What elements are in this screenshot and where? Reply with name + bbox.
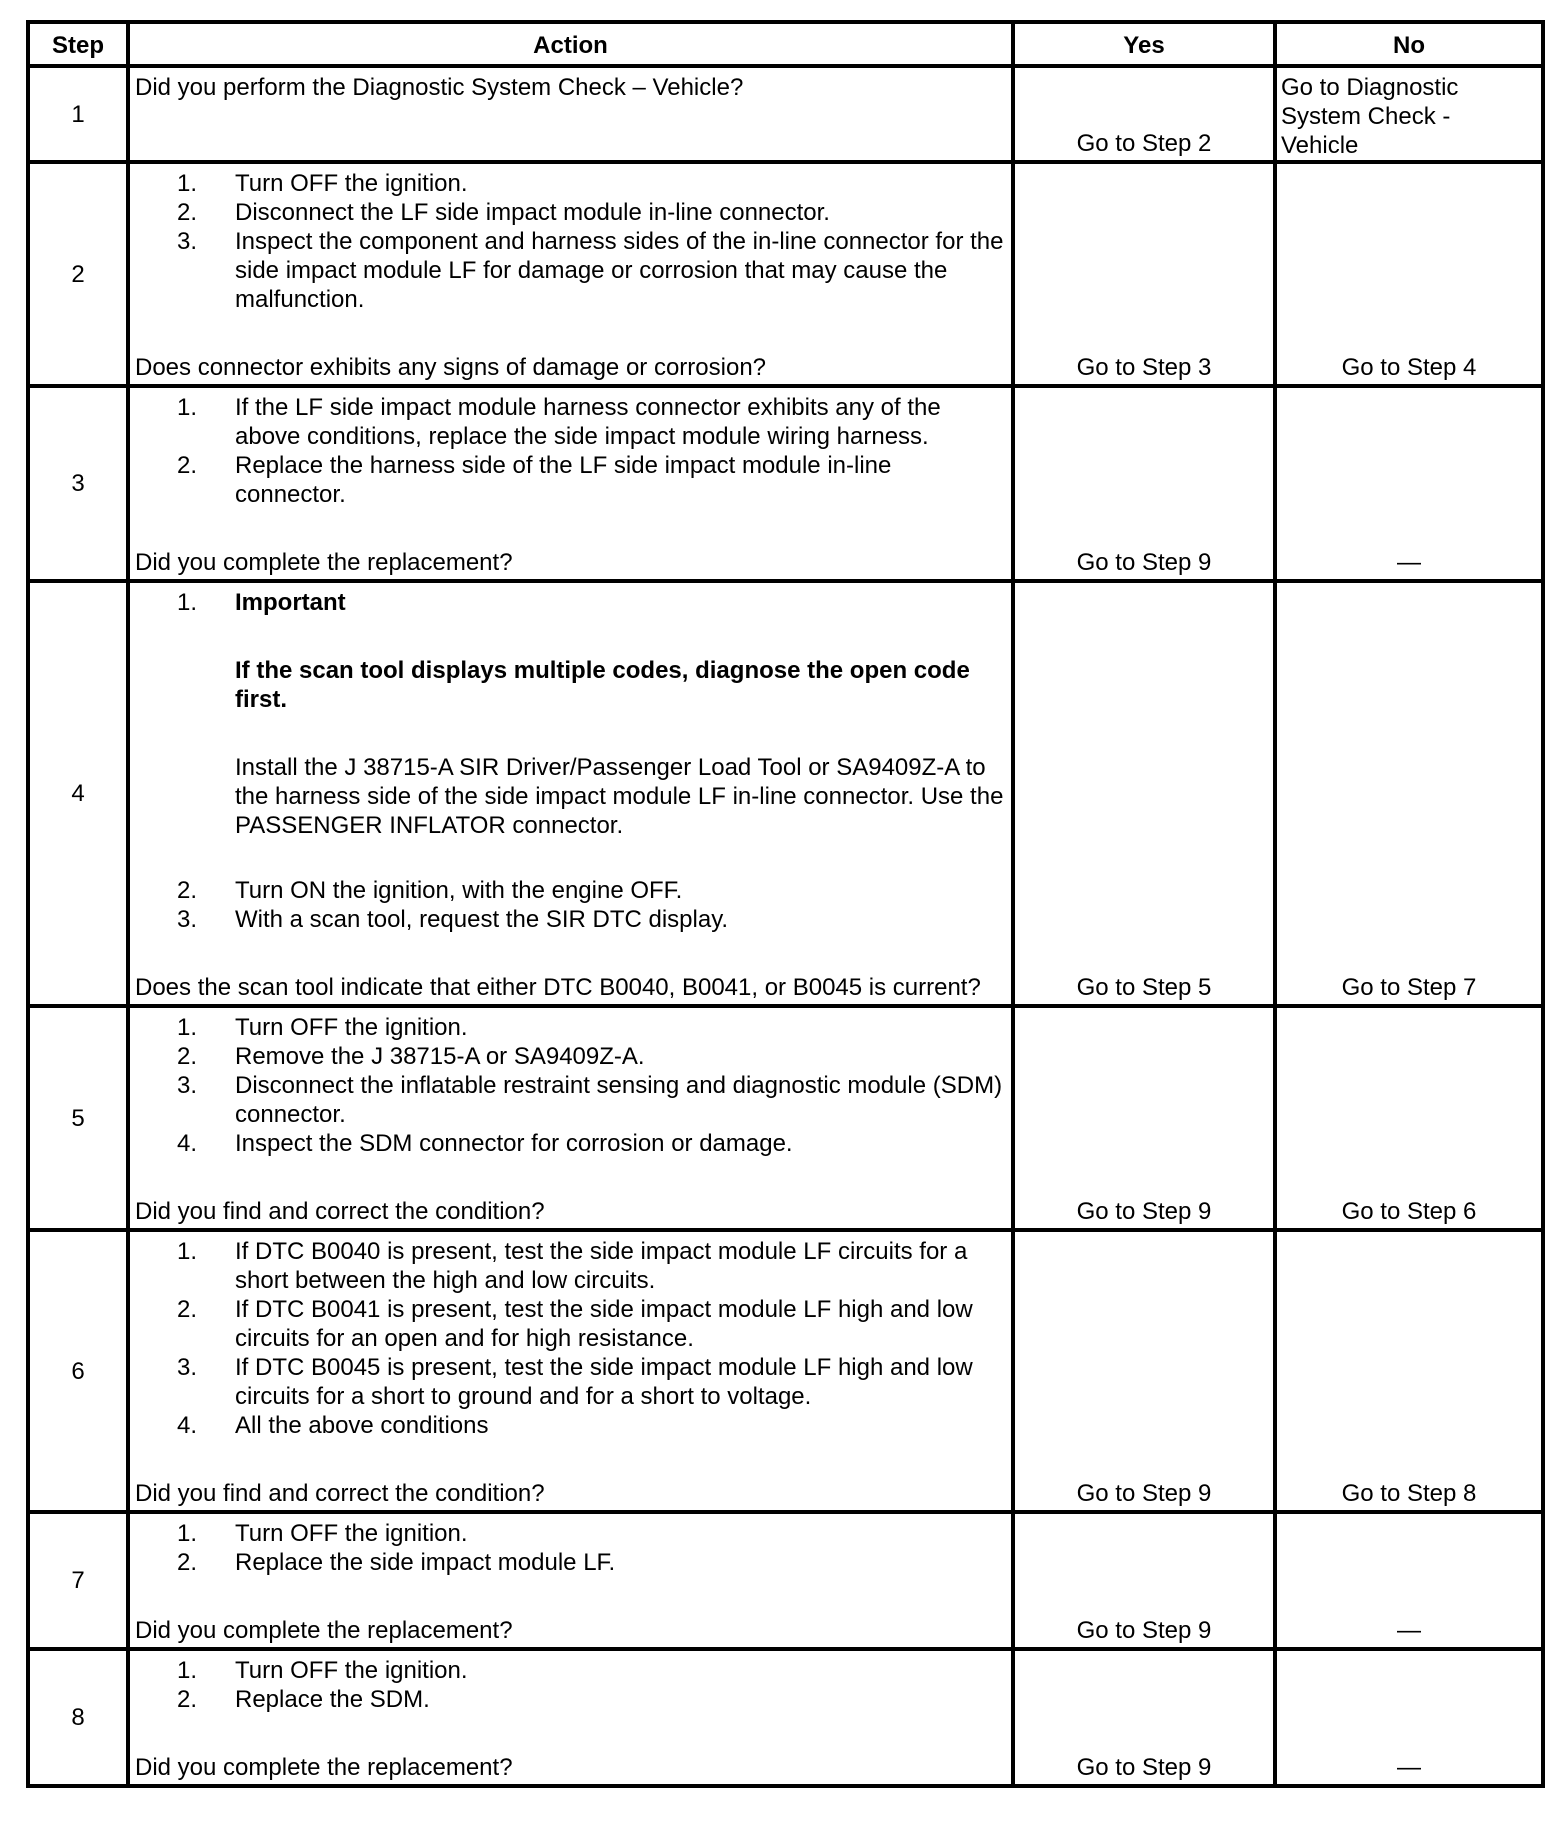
item-text: If the LF side impact module harness connector exhibits any of the above conditions, replace the side impact module wiring harness.	[235, 394, 941, 450]
action-list	[135, 169, 1005, 314]
action-cell	[128, 1006, 1013, 1230]
item-number: 1.	[177, 1238, 198, 1265]
step-number: 5	[28, 1006, 128, 1230]
question: Does connector exhibits any signs of damage or corrosion?	[135, 354, 767, 381]
item-number: 2.	[177, 877, 198, 904]
item-number: 2.	[177, 1549, 198, 1576]
yes-cell: Go to Step 9	[1013, 386, 1275, 581]
item-text: Inspect the component and harness sides of the in-line connector for the side impact module LF for damage or corrosion that may cause the malfunction.	[235, 228, 1004, 313]
action-list	[135, 1237, 1005, 1440]
action-cell	[128, 386, 1013, 581]
header-no: No	[1275, 22, 1543, 66]
yes-cell: Go to Step 9	[1013, 1006, 1275, 1230]
item-number: 1.	[177, 1657, 198, 1684]
no-cell: —	[1275, 1512, 1543, 1649]
list-item	[177, 1411, 1005, 1440]
header-step: Step	[28, 22, 128, 66]
step-number: 1	[28, 66, 128, 162]
install-instruction: Install the J 38715-A SIR Driver/Passenger Load Tool or SA9409Z-A to the harness side of the side impact module LF in-line connector. Use the PASSENGER INFLATOR connector.	[235, 754, 1004, 839]
action-list	[135, 1013, 1005, 1158]
item-text: Turn ON the ignition, with the engine OFF.	[235, 877, 683, 904]
step-number: 2	[28, 162, 128, 386]
item-number: 3.	[177, 1354, 198, 1381]
item-number: 3.	[177, 906, 198, 933]
no-cell: Go to Step 7	[1275, 581, 1543, 1006]
table-row	[28, 386, 1543, 581]
no-cell: —	[1275, 1649, 1543, 1786]
list-item	[177, 393, 1005, 451]
list-item	[177, 905, 1005, 934]
step-number: 3	[28, 386, 128, 581]
header-row	[28, 22, 1543, 66]
no-cell	[1275, 66, 1543, 162]
no-line: Go to Diagnostic	[1281, 74, 1459, 101]
question: Did you complete the replacement?	[135, 549, 513, 576]
list-item	[177, 1237, 1005, 1295]
yes-cell: Go to Step 9	[1013, 1230, 1275, 1512]
item-text: If DTC B0045 is present, test the side impact module LF high and low circuits for a short to ground and for a short to voltage.	[235, 1354, 973, 1410]
action-cell	[128, 162, 1013, 386]
list-item	[177, 1013, 1005, 1042]
item-number: 2.	[177, 452, 198, 479]
yes-cell: Go to Step 9	[1013, 1649, 1275, 1786]
list-item	[177, 1519, 1005, 1548]
item-text: With a scan tool, request the SIR DTC display.	[235, 906, 729, 933]
diagnostic-table	[26, 20, 1545, 1788]
list-item	[177, 169, 1005, 198]
important-label: Important	[235, 589, 346, 616]
table-row	[28, 66, 1543, 162]
action-list	[135, 393, 1005, 509]
table-row	[28, 162, 1543, 386]
action-list	[135, 1656, 1005, 1714]
step-number: 8	[28, 1649, 128, 1786]
no-cell: Go to Step 8	[1275, 1230, 1543, 1512]
important-note: If the scan tool displays multiple codes, diagnose the open code first.	[235, 657, 970, 713]
item-text: If DTC B0040 is present, test the side impact module LF circuits for a short between the high and low circuits.	[235, 1238, 968, 1294]
item-text: Turn OFF the ignition.	[235, 1014, 468, 1041]
list-item	[177, 451, 1005, 509]
no-line: System Check -	[1281, 103, 1451, 130]
step-number: 7	[28, 1512, 128, 1649]
list-item	[177, 1129, 1005, 1158]
item-text: Inspect the SDM connector for corrosion or damage.	[235, 1130, 793, 1157]
list-item	[177, 876, 1005, 905]
table-row	[28, 581, 1543, 1006]
yes-cell: Go to Step 2	[1013, 66, 1275, 162]
item-number: 4.	[177, 1130, 198, 1157]
list-item	[177, 198, 1005, 227]
yes-cell: Go to Step 5	[1013, 581, 1275, 1006]
table-row	[28, 1230, 1543, 1512]
list-item	[177, 1685, 1005, 1714]
item-text: Disconnect the inflatable restraint sensing and diagnostic module (SDM) connector.	[235, 1072, 1003, 1128]
list-item	[177, 1548, 1005, 1577]
table-row	[28, 1512, 1543, 1649]
item-number: 3.	[177, 228, 198, 255]
item-number: 1.	[177, 1014, 198, 1041]
yes-cell: Go to Step 9	[1013, 1512, 1275, 1649]
action-cell	[128, 581, 1013, 1006]
item-text: Turn OFF the ignition.	[235, 1657, 468, 1684]
yes-cell: Go to Step 3	[1013, 162, 1275, 386]
action-list	[135, 588, 1005, 934]
item-number: 2.	[177, 199, 198, 226]
item-number: 2.	[177, 1686, 198, 1713]
header-action: Action	[128, 22, 1013, 66]
item-text: If DTC B0041 is present, test the side impact module LF high and low circuits for an open and for high resistance.	[235, 1296, 973, 1352]
table-row	[28, 1006, 1543, 1230]
item-number: 2.	[177, 1043, 198, 1070]
item-number: 4.	[177, 1412, 198, 1439]
item-number: 1.	[177, 1520, 198, 1547]
no-cell: Go to Step 4	[1275, 162, 1543, 386]
step-number: 6	[28, 1230, 128, 1512]
action-cell	[128, 1512, 1013, 1649]
item-text: Replace the side impact module LF.	[235, 1549, 616, 1576]
list-item	[177, 227, 1005, 314]
question: Does the scan tool indicate that either DTC B0040, B0041, or B0045 is current?	[135, 974, 981, 1001]
action-list	[135, 1519, 1005, 1577]
item-text: Disconnect the LF side impact module in-line connector.	[235, 199, 830, 226]
item-text: Replace the harness side of the LF side impact module in-line connector.	[235, 452, 892, 508]
list-item	[177, 1042, 1005, 1071]
header-yes: Yes	[1013, 22, 1275, 66]
no-cell: —	[1275, 386, 1543, 581]
action-cell	[128, 1649, 1013, 1786]
list-item	[177, 1071, 1005, 1129]
item-text: Replace the SDM.	[235, 1686, 430, 1713]
list-item	[177, 1353, 1005, 1411]
diagnostic-table-sheet	[26, 20, 1541, 1788]
item-text: Turn OFF the ignition.	[235, 1520, 468, 1547]
item-number: 2.	[177, 1296, 198, 1323]
item-number: 1.	[177, 170, 198, 197]
item-text: All the above conditions	[235, 1412, 489, 1439]
question: Did you complete the replacement?	[135, 1754, 513, 1781]
list-item	[177, 1656, 1005, 1685]
question: Did you complete the replacement?	[135, 1617, 513, 1644]
item-text: Turn OFF the ignition.	[235, 170, 468, 197]
table-row	[28, 1649, 1543, 1786]
question: Did you find and correct the condition?	[135, 1480, 545, 1507]
list-item	[177, 588, 1005, 840]
step-number: 4	[28, 581, 128, 1006]
list-item	[177, 1295, 1005, 1353]
item-text: Remove the J 38715-A or SA9409Z-A.	[235, 1043, 645, 1070]
item-number: 1.	[177, 589, 198, 616]
no-cell: Go to Step 6	[1275, 1006, 1543, 1230]
question: Did you perform the Diagnostic System Check – Vehicle?	[135, 74, 744, 101]
no-line: Vehicle	[1281, 132, 1359, 159]
item-number: 3.	[177, 1072, 198, 1099]
item-number: 1.	[177, 394, 198, 421]
action-cell	[128, 1230, 1013, 1512]
question: Did you find and correct the condition?	[135, 1198, 545, 1225]
action-cell	[128, 66, 1013, 162]
